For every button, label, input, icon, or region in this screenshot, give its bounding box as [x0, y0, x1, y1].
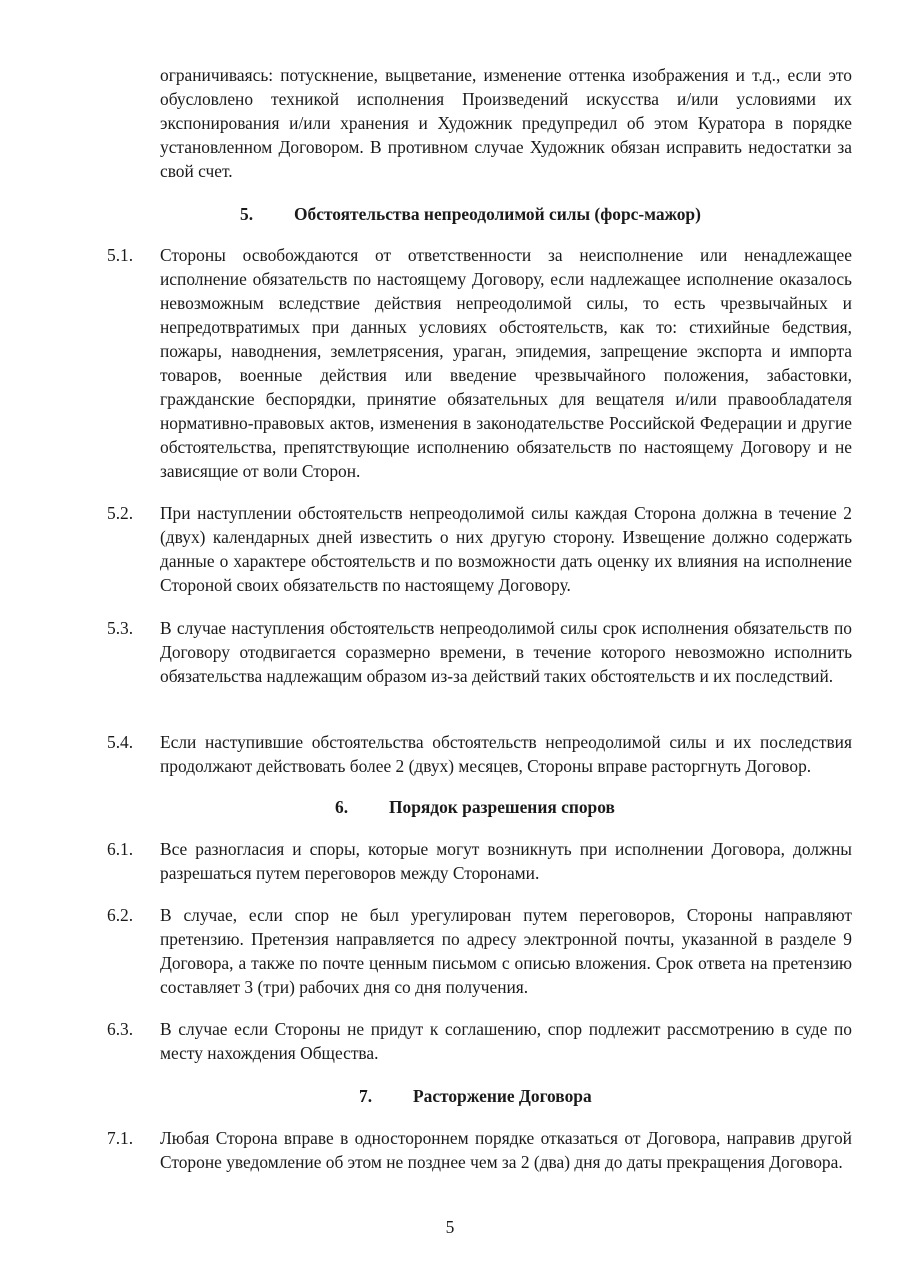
clause-text: Любая Сторона вправе в одностороннем порядке отказаться от Договора, направив другой Стороне уведомление об этом не позднее чем за 2 (два) дня до даты прекращения Договора.	[160, 1128, 852, 1172]
clause-7-1	[107, 1126, 852, 1174]
clause-text: В случае, если спор не был урегулирован путем переговоров, Стороны направляют претензию. Претензия направляется по адресу электронной почты, указанной в разделе 9 Договора, а также по почте ценным письмом с описью вложения. Срок ответа на претензию составляет 3 (три) рабочих дня со дня получения.	[160, 905, 852, 997]
section-number: 7.	[359, 1086, 373, 1106]
clause-number: 5.4.	[107, 732, 134, 752]
clause-number: 5.3.	[107, 618, 134, 638]
clause-number: 6.1.	[107, 839, 134, 859]
clause-text: Стороны освобождаются от ответственности за неисполнение или ненадлежащее исполнение обязательств по настоящему Договору, если надлежащее исполнение оказалось невозможным вследствие действия непреодолимой силы, то есть чрезвычайных и непредотвратимых при данных условиях обстоятельств, как то: стихийные бедствия, пожары, наводнения, землетрясения, ураган, эпидемия, запрещение экспорта и импорта товаров, военные действия или введение чрезвычайного положения, забастовки, гражданские беспорядки, принятие обязательных для вещателя и/или правообладателя нормативно-правовых актов, изменения в законодательстве Российской Федерации и другие обстоятельства, препятствующие исполнению обязательств по настоящему Договору и не зависящие от воли Сторон.	[160, 245, 852, 481]
clause-6-2	[107, 903, 852, 999]
clause-5-2	[107, 501, 852, 597]
clause-number: 5.2.	[107, 503, 134, 523]
section-number: 5.	[240, 204, 254, 224]
clause-5-4	[107, 730, 852, 778]
section-title: Расторжение Договора	[413, 1086, 592, 1106]
clause-number: 5.1.	[107, 245, 134, 265]
section-title: Обстоятельства непреодолимой силы (форс-мажор)	[294, 204, 701, 224]
clause-text: В случае если Стороны не придут к соглашению, спор подлежит рассмотрению в суде по месту нахождения Общества.	[160, 1019, 852, 1063]
clause-text: В случае наступления обстоятельств непреодолимой силы срок исполнения обязательств по Договору отодвигается соразмерно времени, в течение которого невозможно исполнить обязательства надлежащим образом из-за действий таких обстоятельств и их последствий.	[160, 618, 852, 686]
page-number: 5	[445, 1217, 455, 1237]
clause-5-3	[107, 616, 852, 688]
clause-5-1	[107, 243, 852, 483]
clause-number: 7.1.	[107, 1128, 134, 1148]
clause-6-1	[107, 837, 852, 885]
clause-number: 6.3.	[107, 1019, 134, 1039]
clause-6-3	[107, 1017, 852, 1065]
clause-text: Если наступившие обстоятельства обстоятельств непреодолимой силы и их последствия продолжают действовать более 2 (двух) месяцев, Стороны вправе расторгнуть Договор.	[160, 732, 852, 776]
section-number: 6.	[335, 797, 349, 817]
clause-number: 6.2.	[107, 905, 134, 925]
section-title: Порядок разрешения споров	[389, 797, 615, 817]
clause-text: Все разногласия и споры, которые могут возникнуть при исполнении Договора, должны разрешаться путем переговоров между Сторонами.	[160, 839, 852, 883]
clause-text: При наступлении обстоятельств непреодолимой силы каждая Сторона должна в течение 2 (двух) календарных дней известить о них другую сторону. Извещение должно содержать данные о характере обстоятельств и по возможности дать оценку их влияния на исполнение Стороной своих обязательств по настоящему Договору.	[160, 503, 852, 595]
intro-paragraph: ограничиваясь: потускнение, выцветание, изменение оттенка изображения и т.д., если это обусловлено техникой исполнения Произведений искусства и/или условиями их экспонирования и/или хранения и Художник предупредил об этом Куратора в порядке установленном Договором. В противном случае Художник обязан исправить недостатки за свой счет.	[160, 65, 852, 181]
